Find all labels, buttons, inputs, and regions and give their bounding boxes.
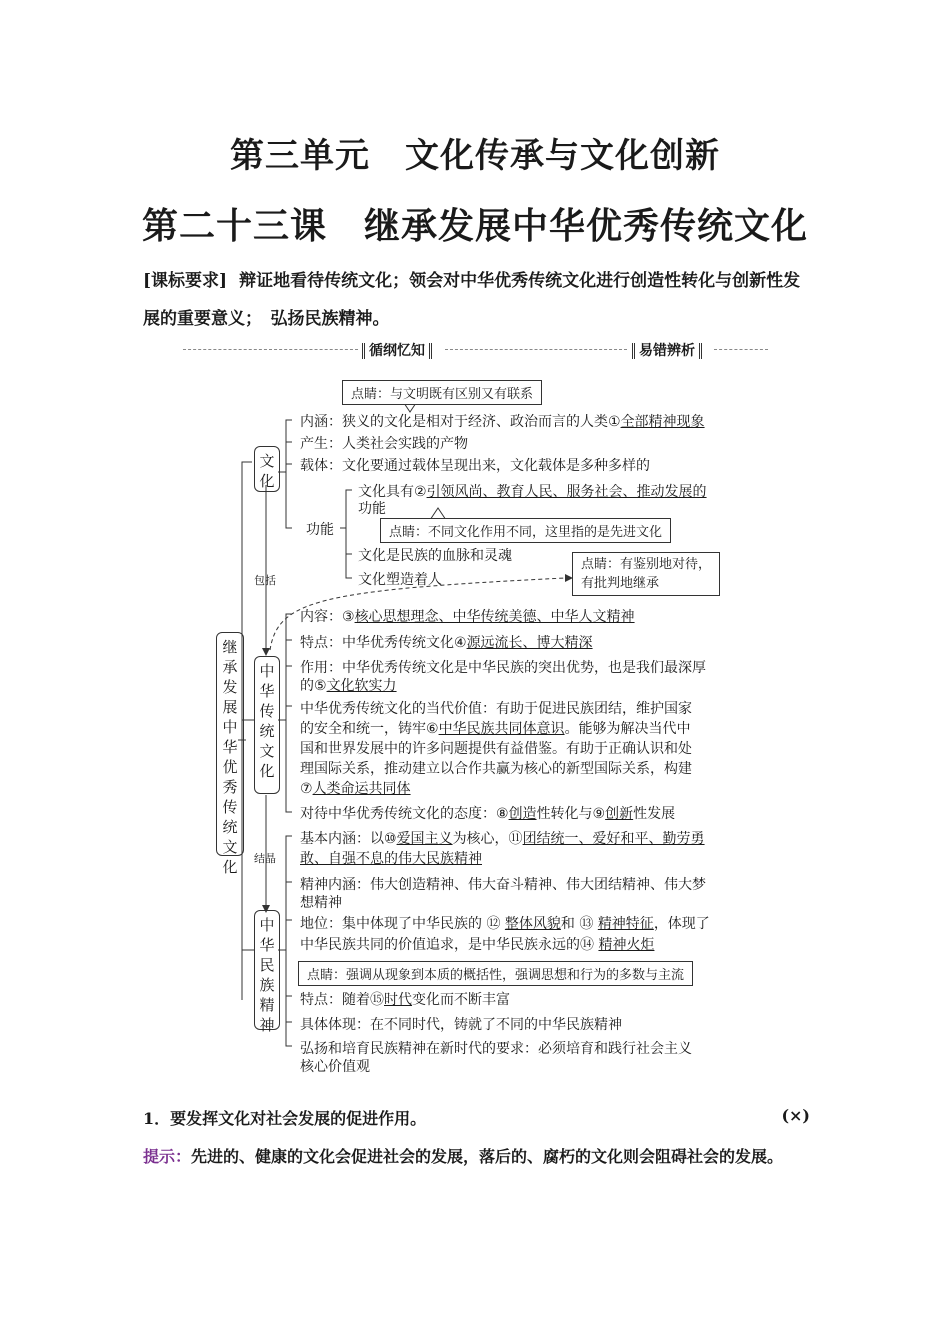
culture-connotation: 内涵：狭义的文化是相对于经济、政治而言的人类①全部精神现象 [300,414,705,430]
spirit-basic-2: 敢、自强不息的伟大民族精神 [300,851,482,867]
note-advanced-culture: 点睛：不同文化作用不同，这里指的是先进文化 [380,518,671,543]
question-text: 1．要发挥文化对社会发展的促进作用。 [143,1109,427,1128]
spirit-embodiment: 具体体现：在不同时代，铸就了不同的中华民族精神 [300,1017,622,1033]
tradition-attitude: 对待中华优秀传统文化的态度：⑧创造性转化与⑨创新性发展 [300,806,676,822]
hint-key: 提示： [143,1147,192,1166]
spirit-basic-1: 基本内涵：以⑩爱国主义为核心，⑪团结统一、爱好和平、勤劳勇 [300,831,705,847]
section-tab-errors[interactable]: 易错辨析 [632,340,702,360]
tradition-value-2: 的安全和统一，铸牢⑥中华民族共同体意识。能够为解决当代中 [300,721,691,737]
spirit-connotation-2: 想精神 [300,895,342,911]
spirit-requirement-1: 弘扬和培育民族精神在新时代的要求：必须培育和践行社会主义 [300,1041,692,1057]
node-traditional-culture: 中华传统文化 [254,656,280,794]
tradition-content: 内容：③核心思想理念、中华传统美德、中华人文精神 [300,609,635,625]
unit-title: 第三单元 文化传承与文化创新 [230,136,720,176]
spirit-trait: 特点：随着⑮时代变化而不断丰富 [300,992,510,1008]
spirit-requirement-2: 核心价值观 [300,1059,370,1075]
node-national-spirit: 中华民族精神 [254,910,280,1030]
spirit-connotation-1: 精神内涵：伟大创造精神、伟大奋斗精神、伟大团结精神、伟大梦 [300,877,706,893]
note-essence: 点睛：强调从现象到本质的概括性，强调思想和行为的多数与主流 [298,961,693,986]
link-label-include: 包括 [254,574,276,587]
tradition-feature: 特点：中华优秀传统文化④源远流长、博大精深 [300,635,593,651]
tradition-role-2: 的⑤文化软实力 [300,678,397,694]
tradition-value-1: 中华优秀传统文化的当代价值：有助于促进民族团结，维护国家 [300,701,692,717]
note-inherit: 点睛：有鉴别地对待， 有批判地继承 [572,552,720,596]
lesson-title: 第二十三课 继承发展中华优秀传统文化 [141,205,808,247]
hint-text: 先进的、健康的文化会促进社会的发展，落后的、腐朽的文化则会阻碍社会的发展。 [191,1147,784,1166]
node-culture: 文化 [254,446,280,492]
function-2: 文化是民族的血脉和灵魂 [358,548,512,564]
question-answer: (×) [781,1106,810,1125]
culture-carrier: 载体：文化要通过载体呈现出来，文化载体是多种多样的 [300,458,650,474]
function-1: 文化具有②引领风尚、教育人民、服务社会、推动发展的 [358,484,707,500]
requirement-text: 辩证地看待传统文化；领会对中华优秀传统文化进行创造性转化与创新性发展的重要意义； 弘扬民族精神。 [143,271,801,329]
culture-origin: 产生：人类社会实践的产物 [300,436,468,452]
function-3: 文化塑造着人 [358,572,442,588]
note-culture-civilization: 点睛：与文明既有区别又有联系 [342,380,542,405]
tradition-role-1: 作用：中华优秀传统文化是中华民族的突出优势，也是我们最深厚 [300,660,706,676]
link-label-crystal: 结晶 [254,852,276,865]
requirement-tag: [课标要求] [143,271,228,291]
tradition-value-3: 国和世界发展中的许多问题提供有益借鉴。有助于正确认识和处 [300,741,692,757]
spirit-status-2: 中华民族共同的价值追求，是中华民族永远的⑭ 精神火炬 [300,937,655,953]
root-node: 继承发展中华优秀传统文化 [216,632,244,856]
culture-function-label: 功能 [306,522,334,538]
tradition-value-5: ⑦人类命运共同体 [300,781,411,797]
tradition-value-4: 理国际关系，推动建立以合作共赢为核心的新型国际关系，构建 [300,761,692,777]
section-tab-review[interactable]: 循纲忆知 [362,340,432,360]
hint [143,1138,813,1176]
spirit-status-1: 地位：集中体现了中华民族的 ⑫ 整体风貌和 ⑬ 精神特征，体现了 [300,916,710,932]
function-1-tail: 功能 [358,501,386,517]
